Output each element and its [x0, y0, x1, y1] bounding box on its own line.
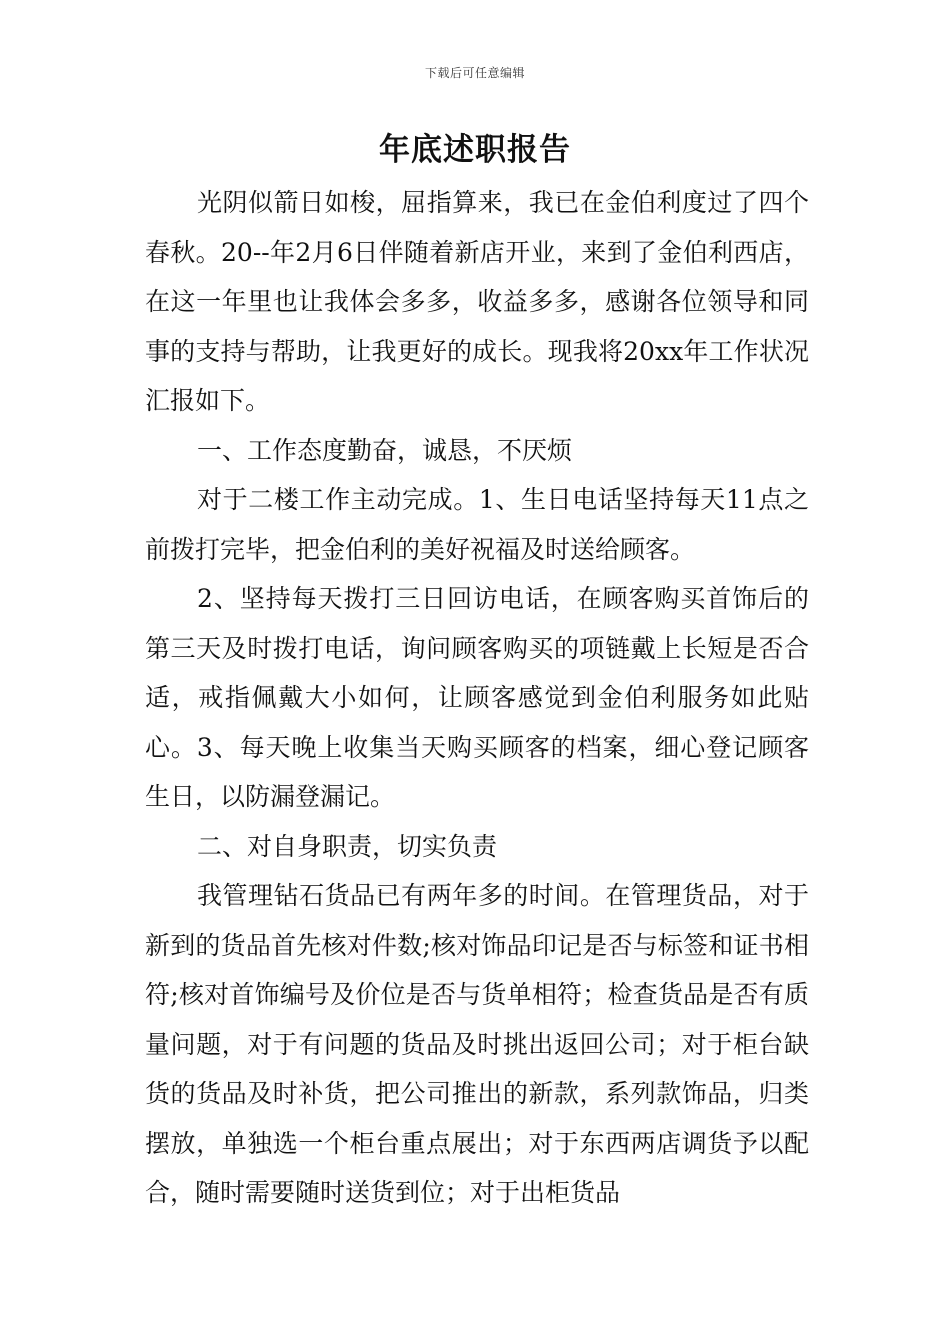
- paragraph-section-2: 我管理钻石货品已有两年多的时间。在管理货品，对于新到的货品首先核对件数;核对饰品印记是否与标签和证书相符;核对首饰编号及价位是否与货单相符；检查货品是否有质量问题，对于有问题的货品及时挑出返回公司；对于柜台缺货的货品及时补货，把公司推出的新款，系列款饰品，归类摆放，单独选一个柜台重点展出；对于东西两店调货予以配合，随时需要随时送货到位；对于出柜货品: [145, 881, 809, 1207]
- document-title: 年底述职报告: [379, 132, 571, 168]
- document-body: [145, 178, 809, 1218]
- section-heading-1: 一、工作态度勤奋，诚恳，不厌烦: [197, 435, 573, 465]
- section-heading-2: 二、对自身职责，切实负责: [197, 831, 498, 861]
- paragraph-intro: 光阴似箭日如梭，屈指算来，我已在金伯利度过了四个春秋。20--年2月6日伴随着新店开业，来到了金伯利西店，在这一年里也让我体会多多，收益多多，感谢各位领导和同事的支持与帮助，让我更好的成长。现我将20xx年工作状况汇报如下。: [145, 188, 809, 415]
- paragraph-section-1-item-2: 2、坚持每天拨打三日回访电话，在顾客购买首饰后的第三天及时拨打电话，询问顾客购买的项链戴上长短是否合适，戒指佩戴大小如何，让顾客感觉到金伯利服务如此贴心。3、每天晚上收集当天购买顾客的档案，细心登记顾客生日，以防漏登漏记。: [145, 584, 809, 811]
- header-note: 下载后可任意编辑: [424, 66, 525, 80]
- paragraph-section-1-item-1: 对于二楼工作主动完成。1、生日电话坚持每天11点之前拨打完毕，把金伯利的美好祝福及时送给顾客。: [145, 485, 809, 564]
